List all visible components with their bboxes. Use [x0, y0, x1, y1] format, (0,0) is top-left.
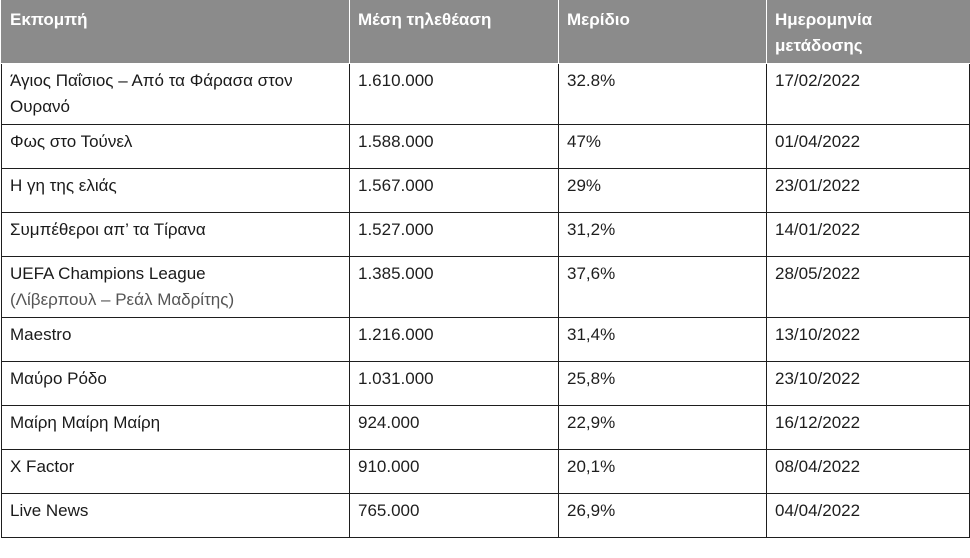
broadcast-date: 13/10/2022	[767, 318, 970, 362]
avg-viewers: 765.000	[350, 494, 559, 538]
table-body	[2, 64, 970, 538]
broadcast-date: 16/12/2022	[767, 406, 970, 450]
show-name: X Factor	[2, 450, 350, 494]
header-show: Εκπομπή	[2, 1, 350, 64]
header-broadcast-date: Ημερομηνία μετάδοσης	[767, 1, 970, 64]
show-name-subtitle: (Λίβερπουλ – Ρεάλ Μαδρίτης)	[10, 290, 235, 309]
show-name: Συμπέθεροι απ’ τα Τίρανα	[2, 213, 350, 257]
show-name-main: UEFA Champions League	[10, 264, 206, 283]
table-row	[2, 494, 970, 538]
show-name	[2, 257, 350, 318]
table-row	[2, 125, 970, 169]
show-name: Live News	[2, 494, 350, 538]
share: 37,6%	[559, 257, 767, 318]
table-row	[2, 64, 970, 125]
share: 29%	[559, 169, 767, 213]
show-name: Μαίρη Μαίρη Μαίρη	[2, 406, 350, 450]
broadcast-date: 01/04/2022	[767, 125, 970, 169]
show-name: Άγιος Παΐσιος – Από τα Φάρασα στον Ουρανό	[2, 64, 350, 125]
broadcast-date: 08/04/2022	[767, 450, 970, 494]
table-row	[2, 213, 970, 257]
ratings-table	[1, 0, 970, 538]
share: 26,9%	[559, 494, 767, 538]
show-name: Maestro	[2, 318, 350, 362]
share: 32.8%	[559, 64, 767, 125]
broadcast-date: 17/02/2022	[767, 64, 970, 125]
avg-viewers: 1.216.000	[350, 318, 559, 362]
header-avg-viewers: Μέση τηλεθέαση	[350, 1, 559, 64]
avg-viewers: 1.031.000	[350, 362, 559, 406]
header-row	[2, 1, 970, 64]
broadcast-date: 04/04/2022	[767, 494, 970, 538]
show-name: Μαύρο Ρόδο	[2, 362, 350, 406]
share: 31,2%	[559, 213, 767, 257]
share: 47%	[559, 125, 767, 169]
table-row	[2, 169, 970, 213]
share: 25,8%	[559, 362, 767, 406]
avg-viewers: 1.385.000	[350, 257, 559, 318]
show-name: Η γη της ελιάς	[2, 169, 350, 213]
table-header	[2, 1, 970, 64]
broadcast-date: 14/01/2022	[767, 213, 970, 257]
avg-viewers: 910.000	[350, 450, 559, 494]
share: 31,4%	[559, 318, 767, 362]
table-row	[2, 406, 970, 450]
show-name: Φως στο Τούνελ	[2, 125, 350, 169]
table-row	[2, 257, 970, 318]
share: 20,1%	[559, 450, 767, 494]
avg-viewers: 1.527.000	[350, 213, 559, 257]
share: 22,9%	[559, 406, 767, 450]
broadcast-date: 23/10/2022	[767, 362, 970, 406]
header-share: Μερίδιο	[559, 1, 767, 64]
table-row	[2, 450, 970, 494]
avg-viewers: 1.610.000	[350, 64, 559, 125]
avg-viewers: 1.567.000	[350, 169, 559, 213]
avg-viewers: 924.000	[350, 406, 559, 450]
table-row	[2, 362, 970, 406]
broadcast-date: 23/01/2022	[767, 169, 970, 213]
avg-viewers: 1.588.000	[350, 125, 559, 169]
table-row	[2, 318, 970, 362]
broadcast-date: 28/05/2022	[767, 257, 970, 318]
